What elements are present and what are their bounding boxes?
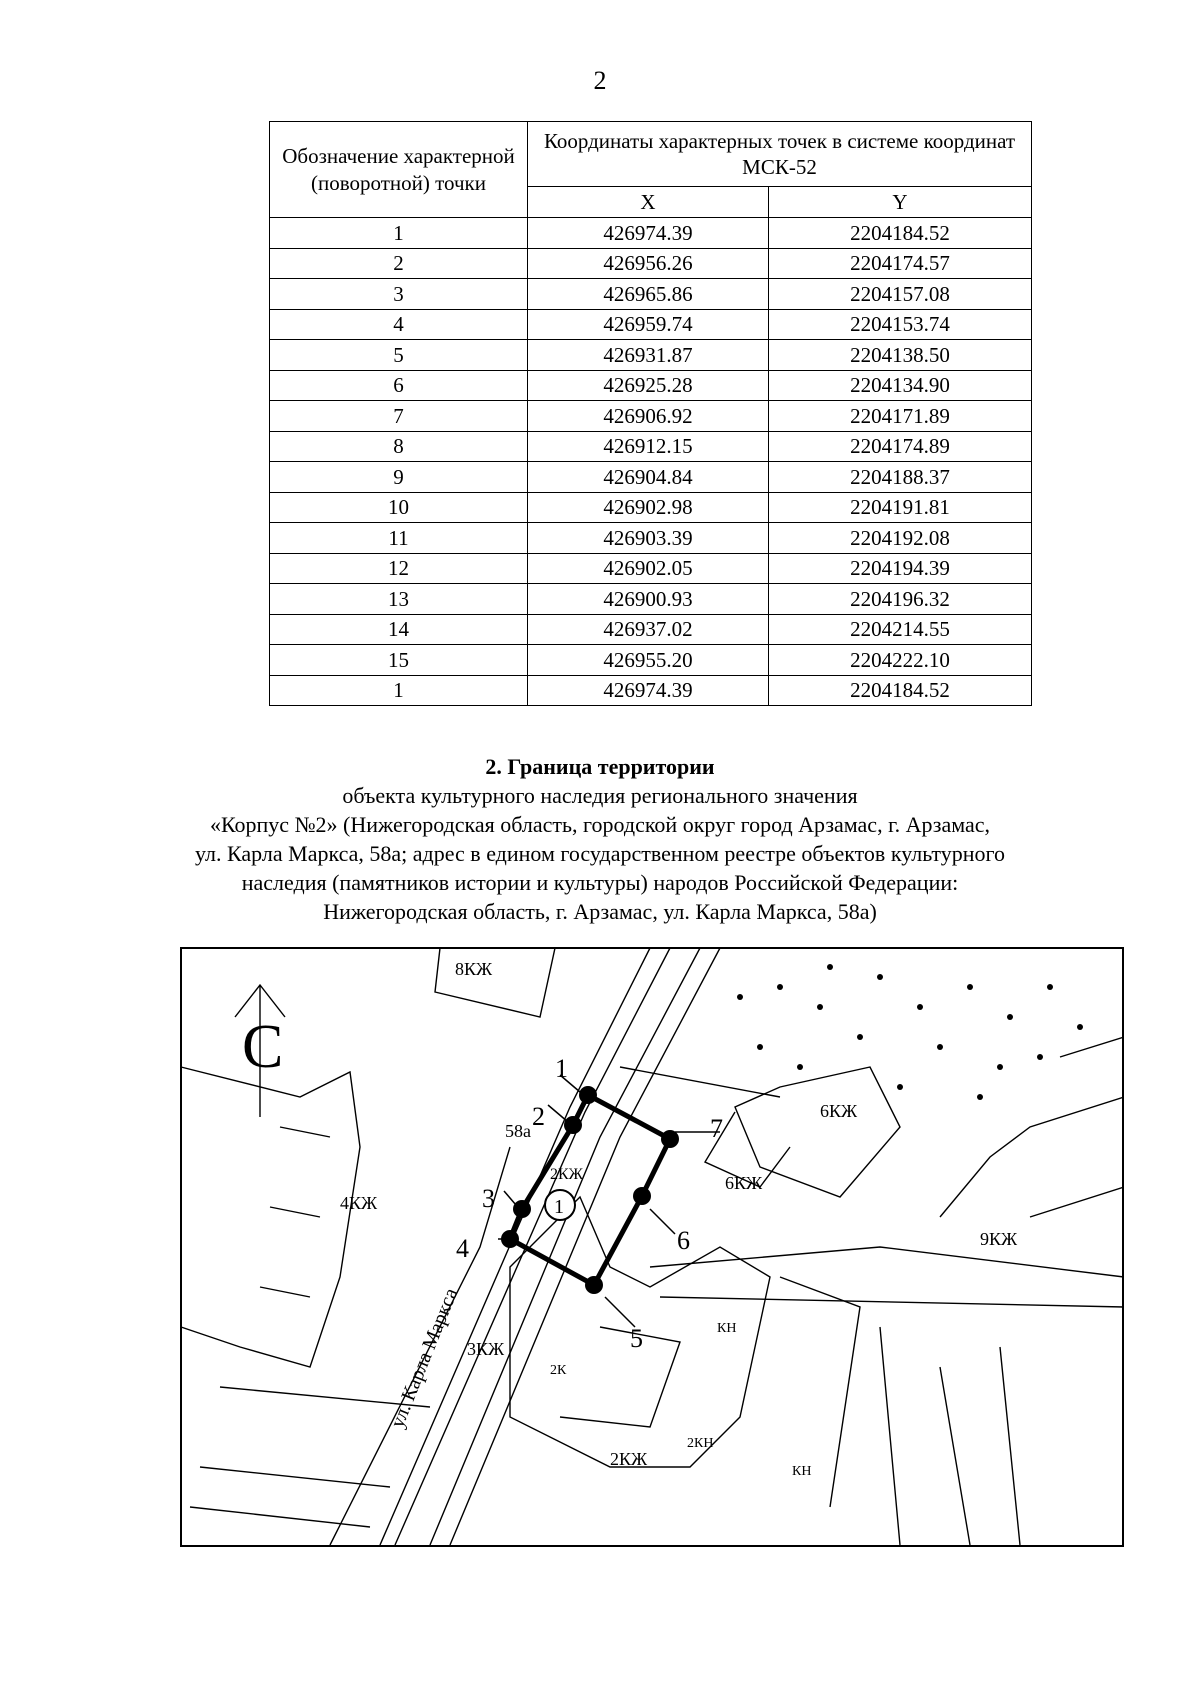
x-coordinate-cell: 426937.02 xyxy=(528,614,769,645)
point-number-cell: 1 xyxy=(270,675,528,706)
point-number-cell: 1 xyxy=(270,218,528,249)
y-coordinate-cell: 2204196.32 xyxy=(769,584,1032,615)
building-label: 6КЖ xyxy=(820,1101,858,1121)
y-coordinate-cell: 2204222.10 xyxy=(769,645,1032,676)
building-label: 2К xyxy=(550,1363,567,1378)
y-coordinate-cell: 2204184.52 xyxy=(769,675,1032,706)
header-y: Y xyxy=(769,187,1032,218)
x-coordinate-cell: 426900.93 xyxy=(528,584,769,615)
table-row xyxy=(270,675,1032,706)
x-coordinate-cell: 426955.20 xyxy=(528,645,769,676)
y-coordinate-cell: 2204194.39 xyxy=(769,553,1032,584)
point-label: 1 xyxy=(555,1054,568,1083)
x-coordinate-cell: 426931.87 xyxy=(528,340,769,371)
point-number-cell: 8 xyxy=(270,431,528,462)
x-coordinate-cell: 426906.92 xyxy=(528,401,769,432)
y-coordinate-cell: 2204188.37 xyxy=(769,462,1032,493)
point-label: 6 xyxy=(677,1226,690,1255)
table-row xyxy=(270,431,1032,462)
table-row xyxy=(270,492,1032,523)
header-coordinates: Координаты характерных точек в системе координат МСК-52 xyxy=(528,122,1032,187)
coordinates-table xyxy=(269,121,1032,706)
building-label: 2КЖ xyxy=(610,1449,648,1469)
y-coordinate-cell: 2204214.55 xyxy=(769,614,1032,645)
point-number-cell: 7 xyxy=(270,401,528,432)
header-x: X xyxy=(528,187,769,218)
x-coordinate-cell: 426902.98 xyxy=(528,492,769,523)
table-row xyxy=(270,309,1032,340)
point-label: 3 xyxy=(482,1184,495,1213)
object-number: 1 xyxy=(554,1196,564,1218)
page-number: 2 xyxy=(593,66,607,95)
north-symbol: С xyxy=(242,1013,284,1081)
point-label: 7 xyxy=(710,1114,723,1143)
section-line: Нижегородская область, г. Арзамас, ул. Карла Маркса, 58а) xyxy=(323,899,877,924)
table-row xyxy=(270,462,1032,493)
x-coordinate-cell: 426974.39 xyxy=(528,675,769,706)
table-row xyxy=(270,248,1032,279)
point-label: 5 xyxy=(630,1324,643,1353)
building-label: 4КЖ xyxy=(340,1193,378,1213)
table-row xyxy=(270,218,1032,249)
point-label: 4 xyxy=(456,1234,469,1263)
y-coordinate-cell: 2204157.08 xyxy=(769,279,1032,310)
section-line: объекта культурного наследия регионального значения xyxy=(342,783,858,808)
point-number-cell: 9 xyxy=(270,462,528,493)
point-number-cell: 14 xyxy=(270,614,528,645)
section-heading xyxy=(0,752,1200,926)
y-coordinate-cell: 2204192.08 xyxy=(769,523,1032,554)
table-row xyxy=(270,370,1032,401)
point-number-cell: 13 xyxy=(270,584,528,615)
point-number-cell: 2 xyxy=(270,248,528,279)
x-coordinate-cell: 426904.84 xyxy=(528,462,769,493)
address-label: 58а xyxy=(505,1121,531,1141)
x-coordinate-cell: 426974.39 xyxy=(528,218,769,249)
point-number-cell: 5 xyxy=(270,340,528,371)
x-coordinate-cell: 426912.15 xyxy=(528,431,769,462)
x-coordinate-cell: 426959.74 xyxy=(528,309,769,340)
street-label: ул. Карла Маркса xyxy=(386,1284,463,1431)
table-row xyxy=(270,401,1032,432)
point-number-cell: 6 xyxy=(270,370,528,401)
table-row xyxy=(270,645,1032,676)
point-number-cell: 4 xyxy=(270,309,528,340)
building-label: КН xyxy=(792,1464,812,1479)
table-row xyxy=(270,584,1032,615)
x-coordinate-cell: 426902.05 xyxy=(528,553,769,584)
y-coordinate-cell: 2204153.74 xyxy=(769,309,1032,340)
y-coordinate-cell: 2204174.89 xyxy=(769,431,1032,462)
point-label: 2 xyxy=(532,1102,545,1131)
table-row xyxy=(270,340,1032,371)
x-coordinate-cell: 426956.26 xyxy=(528,248,769,279)
building-label: 2КН xyxy=(687,1436,714,1451)
section-line: ул. Карла Маркса, 58а; адрес в едином государственном реестре объектов культурного xyxy=(195,841,1005,866)
point-number-cell: 12 xyxy=(270,553,528,584)
section-line: «Корпус №2» (Нижегородская область, городской округ город Арзамас, г. Арзамас, xyxy=(209,812,991,837)
building-label: КН xyxy=(717,1321,737,1336)
y-coordinate-cell: 2204171.89 xyxy=(769,401,1032,432)
table-row xyxy=(270,523,1032,554)
building-label: 2КЖ xyxy=(550,1166,584,1183)
x-coordinate-cell: 426925.28 xyxy=(528,370,769,401)
building-label: 6КЖ xyxy=(725,1173,763,1193)
point-number-cell: 3 xyxy=(270,279,528,310)
x-coordinate-cell: 426903.39 xyxy=(528,523,769,554)
table-row xyxy=(270,279,1032,310)
y-coordinate-cell: 2204184.52 xyxy=(769,218,1032,249)
boundary-map xyxy=(180,947,1124,1547)
point-number-cell: 10 xyxy=(270,492,528,523)
table-row xyxy=(270,553,1032,584)
building-label: 9КЖ xyxy=(980,1229,1018,1249)
y-coordinate-cell: 2204191.81 xyxy=(769,492,1032,523)
y-coordinate-cell: 2204174.57 xyxy=(769,248,1032,279)
x-coordinate-cell: 426965.86 xyxy=(528,279,769,310)
table-row xyxy=(270,614,1032,645)
section-line: наследия (памятников истории и культуры) народов Российской Федерации: xyxy=(241,870,959,895)
y-coordinate-cell: 2204138.50 xyxy=(769,340,1032,371)
point-number-cell: 11 xyxy=(270,523,528,554)
building-label: 3КЖ xyxy=(467,1339,505,1359)
building-label: 8КЖ xyxy=(455,959,493,979)
header-designation: Обозначение характерной (поворотной) точки xyxy=(270,122,528,218)
point-number-cell: 15 xyxy=(270,645,528,676)
y-coordinate-cell: 2204134.90 xyxy=(769,370,1032,401)
section-title: 2. Граница территории xyxy=(485,754,715,779)
